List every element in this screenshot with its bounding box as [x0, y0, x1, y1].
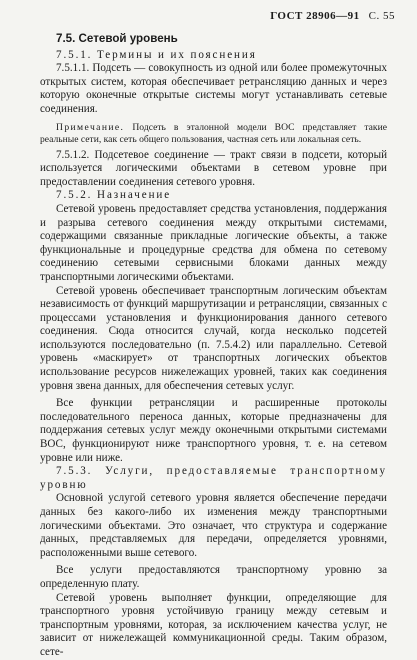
section-title: 7.5. Сетевой уровень: [56, 32, 178, 45]
purpose-paragraph-3: Все функции ретрансляции и расширенные протоколы последовательного переноса данных, которые предназначены для поддержания сетевых услуг между оконечными открытыми системами ВОС, функционируют ниже транспортного уровня, т. е. на сетевом уровне или ниже.: [40, 397, 387, 464]
page-header: [270, 10, 395, 22]
note-label: Примечание.: [56, 121, 125, 133]
terms-heading: 7.5.1. Термины и их пояснения: [56, 48, 257, 61]
services-paragraph-2: Все услуги предоставляются транспортному уровню за определенную плату.: [40, 564, 387, 590]
purpose-heading: 7.5.2. Назначение: [56, 189, 172, 202]
services-paragraph-1: Основной услугой сетевого уровня является обеспечение передачи данных без какого-либо их изменения между транспортными логическими объектами. Это означает, что структура и содержание данных, представляемых для передачи, определяется уровнями, расположенными выше сетевого.: [40, 492, 387, 559]
standard-number: ГОСТ 28906—91: [270, 10, 360, 22]
definition-subnetwork: 7.5.1.1. Подсеть — совокупность из одной или более промежуточных открытых систем, которая обеспечивает ретрансляцию данных и через которую оконечные открытые системы могут устанавливать сетевые соединения.: [40, 62, 387, 115]
definition-subnetwork-connection: 7.5.1.2. Подсетевое соединение — тракт связи в подсети, который используется логическими объектами в сетевом уровне при предоставлении соединения сетевого уровня.: [40, 148, 387, 188]
note-text: Подсеть в эталонной модели ВОС представляет такие реальные сети, как сеть общего пользования, частная сеть или локальная сеть.: [40, 121, 387, 145]
document-body: [40, 32, 387, 660]
services-paragraph-3: Сетевой уровень выполняет функции, определяющие для транспортного уровня устойчивую границу между сетевым и транспортным уровнями, которая, за исключением качества услуг, не зависит от нижележащей коммуникационной среды. Таким образом, сете-: [40, 591, 387, 658]
purpose-paragraph-2: Сетевой уровень обеспечивает транспортным логическим объектам независимость от функций маршрутизации и ретрансляции, связанных с процессами установления и функционирования данного сетевого соединения. Сюда относится случай, когда несколько подсетей используются последовательно (п. 7.5.4.2) или параллельно. Сетевой уровень «маскирует» от транспортных логических объектов использование ресурсов нижележащих уровней, таких как соединения уровня звена данных, для обеспечения сетевых услуг.: [40, 284, 387, 392]
services-heading: 7.5.3. Услуги, предоставляемые транспортному уровню: [40, 465, 387, 491]
note-paragraph: [40, 122, 387, 146]
purpose-paragraph-1: Сетевой уровень предоставляет средства установления, поддержания и разрыва сетевого соединения между открытыми системами, содержащими связанные прикладные логические объекты, а также функциональные и процедурные средства для обмена по сетевому соединению сетевыми сервисными блоками данных между транспортными логическими объектами.: [40, 202, 387, 283]
page-number: С. 55: [368, 10, 395, 22]
